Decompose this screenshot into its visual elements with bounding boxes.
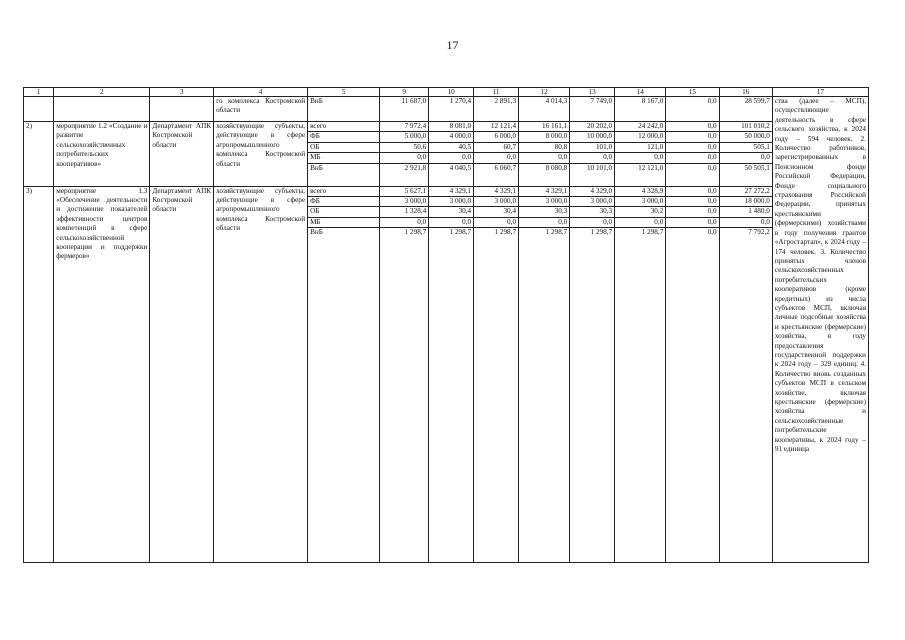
cell-value: 10 101,0 — [570, 163, 615, 186]
cell-fund-type: ВнБ — [308, 97, 380, 122]
cell-fund-type: МБ — [308, 153, 380, 163]
cell-value: 4 328,9 — [615, 186, 666, 196]
cell-value: 4 040,5 — [429, 163, 474, 186]
cell-value: 0,0 — [666, 132, 719, 142]
cell-value: 0,0 — [666, 197, 719, 207]
cell-value: 60,7 — [474, 142, 519, 152]
cell-value: 50,6 — [380, 142, 429, 152]
cell-value: 3 000,0 — [519, 197, 570, 207]
cell-value: 1 298,7 — [474, 228, 519, 563]
cell-value: 0,0 — [666, 142, 719, 152]
cell-value: 0,0 — [666, 122, 719, 132]
cell-value: 4 329,1 — [519, 186, 570, 196]
budget-table — [23, 87, 869, 563]
table-row — [24, 122, 869, 132]
cell-value: 0,0 — [570, 153, 615, 163]
cell-value: 1 328,4 — [380, 207, 429, 217]
cell-value: 0,0 — [429, 153, 474, 163]
cell-value: 0,0 — [380, 217, 429, 227]
cell-value: 121,0 — [615, 142, 666, 152]
cell-value: 3 000,0 — [429, 197, 474, 207]
cell-value: 0,0 — [474, 153, 519, 163]
cell-value: 3 000,0 — [474, 197, 519, 207]
cell-value: 50 505,1 — [719, 163, 772, 186]
header-cell: 13 — [570, 88, 615, 97]
cell-value: 12 121,4 — [474, 122, 519, 132]
cell-recipients: хозяйствующие субъекты, действующие в сфере агропромышленного комплекса Костромской области — [214, 122, 308, 187]
cell-value: 1 298,7 — [519, 228, 570, 563]
cell-value: 0,0 — [666, 163, 719, 186]
header-cell: 5 — [308, 88, 380, 97]
page-number: 17 — [446, 38, 459, 52]
cell-value: 4 329,1 — [429, 186, 474, 196]
cell-value: 16 161,1 — [519, 122, 570, 132]
cell-value: 30,4 — [474, 207, 519, 217]
cell-value: 1 298,7 — [615, 228, 666, 563]
cell-value: 3 000,0 — [570, 197, 615, 207]
table-row — [24, 186, 869, 196]
cell-value: 4 014,3 — [519, 97, 570, 122]
cell-value: 0,0 — [519, 217, 570, 227]
cell-value: 1 270,4 — [429, 97, 474, 122]
cell-value: 10 000,0 — [570, 132, 615, 142]
cell-value: 6 060,7 — [474, 163, 519, 186]
cell-value: 0,0 — [719, 217, 772, 227]
cell-fund-type: ВнБ — [308, 228, 380, 563]
cell-fund-type: ФБ — [308, 197, 380, 207]
cell-value: 30,3 — [570, 207, 615, 217]
cell-value: 4 000,0 — [429, 132, 474, 142]
cell-fund-type: ВнБ — [308, 163, 380, 186]
cell-value: 20 202,0 — [570, 122, 615, 132]
cell-value: 6 000,0 — [474, 132, 519, 142]
cell-executor: Департамент АПК Костромской области — [150, 186, 214, 563]
cell-fund-type: МБ — [308, 217, 380, 227]
header-cell: 15 — [666, 88, 719, 97]
header-cell: 4 — [214, 88, 308, 97]
cell-value: 0,0 — [474, 217, 519, 227]
cell-fund-type: ФБ — [308, 132, 380, 142]
cell-indicators: ства (далее – МСП), осуществляющие деятельность в сфере сельского хозяйства, к 2024 году – 594 человек. 2. Количество работников, зарегистрированных в Пенсионном фонде Российской Федерации, Фонде социального страхования Российской Федерации, принятых крестьянскими (фермерскими) хозяйствами в году получения грантов «Агростартап», к 2024 году – 174 человек. 3. Количество принятых членов сельскохозяйственных потребительских кооперативов (кроме кредитных) из числа субъектов МСП, включая личные подсобные хозяйства и крестьянские (фермерские) хозяйства, в году предоставления государственной поддержки к 2024 году – 329 единиц. 4. Количество вновь созданных субъектов МСП в сельском хозяйстве, включая крестьянские (фермерские) хозяйства и сельскохозяйственные потребительские кооперативы, к 2024 году – 91 единица — [772, 97, 868, 563]
cell-value: 505,1 — [719, 142, 772, 152]
cell-value: 24 242,0 — [615, 122, 666, 132]
cell-value: 101,0 — [570, 142, 615, 152]
cell-value: 28 599,7 — [719, 97, 772, 122]
cell-value: 3 000,0 — [380, 197, 429, 207]
cell-value: 101 010,2 — [719, 122, 772, 132]
cell-value: 2 921,8 — [380, 163, 429, 186]
cell-value: 30,2 — [615, 207, 666, 217]
cell-recipients: го комплекса Костромской области — [214, 97, 308, 122]
cell-value: 0,0 — [719, 153, 772, 163]
cell-value: 0,0 — [429, 217, 474, 227]
cell-value: 50 000,0 — [719, 132, 772, 142]
cell-value: 4 329,1 — [474, 186, 519, 196]
table-row — [24, 97, 869, 122]
cell-fund-type: ОБ — [308, 207, 380, 217]
cell-value: 5 000,0 — [380, 132, 429, 142]
cell-value: 27 272,2 — [719, 186, 772, 196]
cell-value: 8 000,0 — [519, 132, 570, 142]
cell-value: 1 480,0 — [719, 207, 772, 217]
cell-value: 7 972,4 — [380, 122, 429, 132]
cell-num: 3) — [24, 186, 54, 563]
cell-value: 1 298,7 — [570, 228, 615, 563]
header-cell: 17 — [772, 88, 868, 97]
header-cell: 16 — [719, 88, 772, 97]
cell-value: 1 298,7 — [429, 228, 474, 563]
header-cell: 11 — [474, 88, 519, 97]
header-cell: 12 — [519, 88, 570, 97]
cell-num — [24, 97, 54, 122]
cell-value: 0,0 — [666, 97, 719, 122]
cell-value: 7 749,0 — [570, 97, 615, 122]
cell-name — [54, 97, 150, 122]
cell-recipients: хозяйствующие субъекты, действующие в сфере агропромышленного комплекса Костромской области — [214, 186, 308, 563]
cell-value: 12 121,0 — [615, 163, 666, 186]
header-cell: 1 — [24, 88, 54, 97]
cell-value: 7 792,2 — [719, 228, 772, 563]
cell-fund-type: всего — [308, 186, 380, 196]
cell-value: 18 000,0 — [719, 197, 772, 207]
cell-value: 0,0 — [570, 217, 615, 227]
cell-value: 8 080,8 — [519, 163, 570, 186]
cell-value: 5 627,1 — [380, 186, 429, 196]
cell-value: 0,0 — [666, 186, 719, 196]
cell-value: 30,3 — [519, 207, 570, 217]
cell-value: 0,0 — [380, 153, 429, 163]
header-row — [24, 88, 869, 97]
cell-value: 2 891,3 — [474, 97, 519, 122]
cell-value: 3 000,0 — [615, 197, 666, 207]
header-cell: 9 — [380, 88, 429, 97]
cell-value: 12 000,0 — [615, 132, 666, 142]
cell-value: 8 167,0 — [615, 97, 666, 122]
cell-value: 0,0 — [519, 153, 570, 163]
cell-fund-type: ОБ — [308, 142, 380, 152]
cell-value: 30,4 — [429, 207, 474, 217]
cell-executor: Департамент АПК Костромской области — [150, 122, 214, 187]
cell-name: мероприятие 1.3 «Обеспечение деятельности и достижение показателей эффективности центров компетенций в сфере сельскохозяйственной кооперации и поддержки фермеров» — [54, 186, 150, 563]
cell-executor — [150, 97, 214, 122]
cell-name: мероприятие 1.2 «Создание и развитие сельскохозяйственных потребительских кооперативов» — [54, 122, 150, 187]
cell-num: 2) — [24, 122, 54, 187]
cell-value: 8 081,0 — [429, 122, 474, 132]
header-cell: 14 — [615, 88, 666, 97]
cell-value: 4 329,0 — [570, 186, 615, 196]
cell-value: 0,0 — [615, 153, 666, 163]
header-cell: 2 — [54, 88, 150, 97]
cell-value: 0,0 — [666, 207, 719, 217]
cell-value: 0,0 — [666, 228, 719, 563]
cell-value: 40,5 — [429, 142, 474, 152]
header-cell: 10 — [429, 88, 474, 97]
header-cell: 3 — [150, 88, 214, 97]
cell-value: 0,0 — [666, 217, 719, 227]
cell-value: 0,0 — [666, 153, 719, 163]
cell-value: 1 298,7 — [380, 228, 429, 563]
cell-value: 0,0 — [615, 217, 666, 227]
cell-value: 80,8 — [519, 142, 570, 152]
cell-value: 11 687,0 — [380, 97, 429, 122]
cell-fund-type: всего — [308, 122, 380, 132]
